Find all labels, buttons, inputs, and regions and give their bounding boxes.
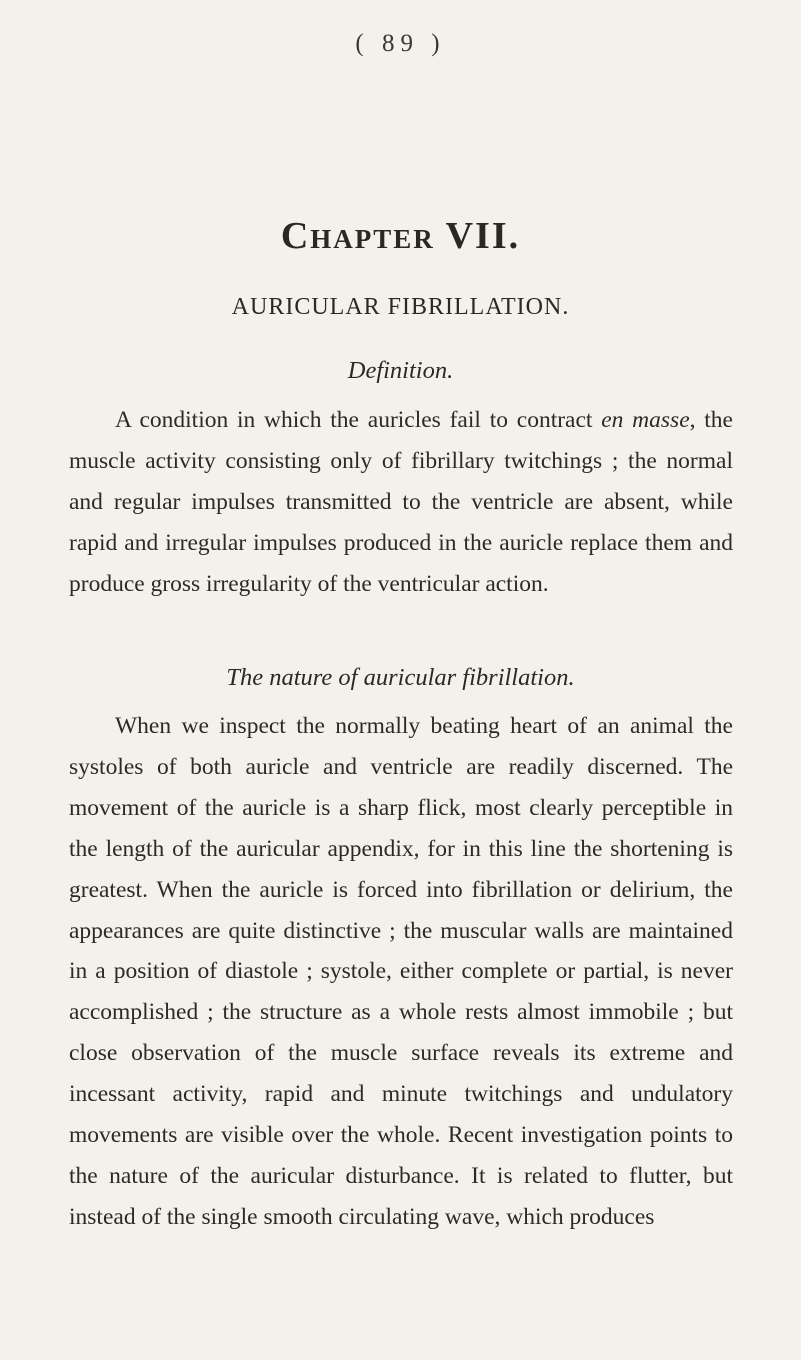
definition-lead-text: A condition in which the auricles fail to contract (115, 407, 602, 433)
definition-italic-phrase: en masse (601, 407, 690, 433)
nature-heading: The nature of auricular fibrillation. (226, 664, 575, 691)
chapter-title: Chapter VII. (280, 215, 521, 257)
nature-paragraph: When we inspect the normally beating heart of an animal the systoles of both auricle and ventricle are readily discerned. The movement of the auricle is a sharp flick, most clearly perceptible in the length of the auricular appendix, for in this line the shortening is greatest. When the auricle is forced into fibrillation or delirium, the appearances are quite distinctive ; the muscular walls are maintained in a position of diastole ; systole, either complete or partial, is never accomplished ; the structure as a whole rests almost immobile ; but close observation of the muscle surface reveals its extreme and incessant activity, rapid and minute twitchings and undulatory movements are visible over the whole. Recent investigation points to the nature of the auricular disturbance. It is related to flutter, but instead of the single smooth circulating wave, which produces (69, 713, 733, 1230)
page-number: ( 89 ) (355, 30, 446, 57)
definition-paragraph (69, 400, 733, 605)
definition-rest-text: , the muscle activity consisting only of fibrillary twitchings ; the normal and regular impulses transmitted to the ventricle are absent, while rapid and irregular impulses produced in the auricle replace them and produce gross irregularity of the ventricular action. (69, 407, 733, 597)
definition-heading: Definition. (347, 357, 454, 384)
section-title: AURICULAR FIBRILLATION. (231, 294, 570, 320)
